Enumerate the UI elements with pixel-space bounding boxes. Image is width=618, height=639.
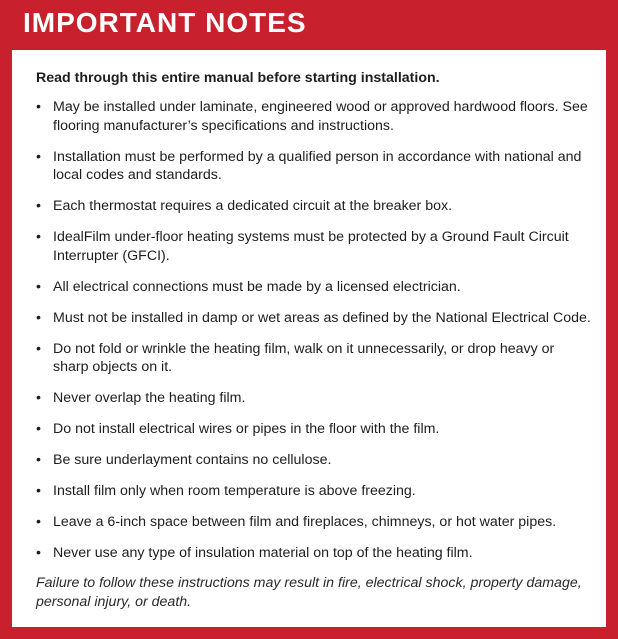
list-item bbox=[36, 197, 592, 216]
note-text: Never overlap the heating film. bbox=[53, 390, 246, 406]
list-item bbox=[36, 451, 592, 470]
list-item bbox=[36, 98, 592, 135]
list-item bbox=[36, 278, 592, 297]
bullet-icon: • bbox=[36, 340, 41, 357]
note-text: Do not fold or wrinkle the heating film, walk on it unnecessarily, or drop heavy or sharp objects on it. bbox=[53, 340, 555, 375]
list-item bbox=[36, 513, 592, 532]
note-text: Must not be installed in damp or wet areas as defined by the National Electrical Code. bbox=[53, 309, 591, 326]
list-item bbox=[36, 148, 592, 185]
list-item bbox=[36, 482, 592, 501]
list-item bbox=[36, 420, 592, 439]
bullet-icon: • bbox=[36, 198, 41, 214]
note-text: IdealFilm under-floor heating systems must be protected by a Ground Fault Circuit Interrupter (GFCI). bbox=[53, 229, 569, 264]
warning-footer: Failure to follow these instructions may result in fire, electrical shock, property damage, personal injury, or death. bbox=[36, 575, 582, 610]
note-text: Each thermostat requires a dedicated circuit at the breaker box. bbox=[53, 198, 453, 214]
bullet-icon: • bbox=[36, 390, 41, 406]
bullet-icon: • bbox=[36, 99, 41, 115]
bullet-icon: • bbox=[36, 309, 41, 326]
notes-list bbox=[36, 98, 592, 563]
bullet-icon: • bbox=[36, 483, 41, 499]
list-item bbox=[36, 389, 592, 408]
lead-instruction: Read through this entire manual before starting installation. bbox=[36, 70, 440, 86]
list-item bbox=[36, 228, 592, 265]
bullet-icon: • bbox=[36, 545, 41, 561]
note-text: May be installed under laminate, engineered wood or approved hardwood floors. See flooring manufacturer’s specifications and instructions. bbox=[53, 99, 588, 134]
note-text: Be sure underlayment contains no cellulose. bbox=[53, 452, 332, 468]
bullet-icon: • bbox=[36, 148, 41, 165]
notes-panel bbox=[12, 50, 606, 627]
bullet-icon: • bbox=[36, 514, 41, 530]
bullet-icon: • bbox=[36, 452, 41, 468]
note-text: Install film only when room temperature is above freezing. bbox=[53, 483, 416, 499]
bullet-icon: • bbox=[36, 278, 41, 295]
note-text: Do not install electrical wires or pipes in the floor with the film. bbox=[53, 421, 440, 437]
list-item bbox=[36, 544, 592, 563]
bullet-icon: • bbox=[36, 421, 41, 437]
bullet-icon: • bbox=[36, 229, 41, 245]
list-item bbox=[36, 340, 592, 377]
note-text: All electrical connections must be made by a licensed electrician. bbox=[53, 278, 461, 295]
note-text: Never use any type of insulation material on top of the heating film. bbox=[53, 545, 473, 561]
list-item bbox=[36, 309, 592, 328]
note-text: Installation must be performed by a qualified person in accordance with national and local codes and standards. bbox=[53, 148, 582, 183]
note-text: Leave a 6-inch space between film and fireplaces, chimneys, or hot water pipes. bbox=[53, 514, 557, 530]
page-title: IMPORTANT NOTES bbox=[23, 7, 307, 38]
